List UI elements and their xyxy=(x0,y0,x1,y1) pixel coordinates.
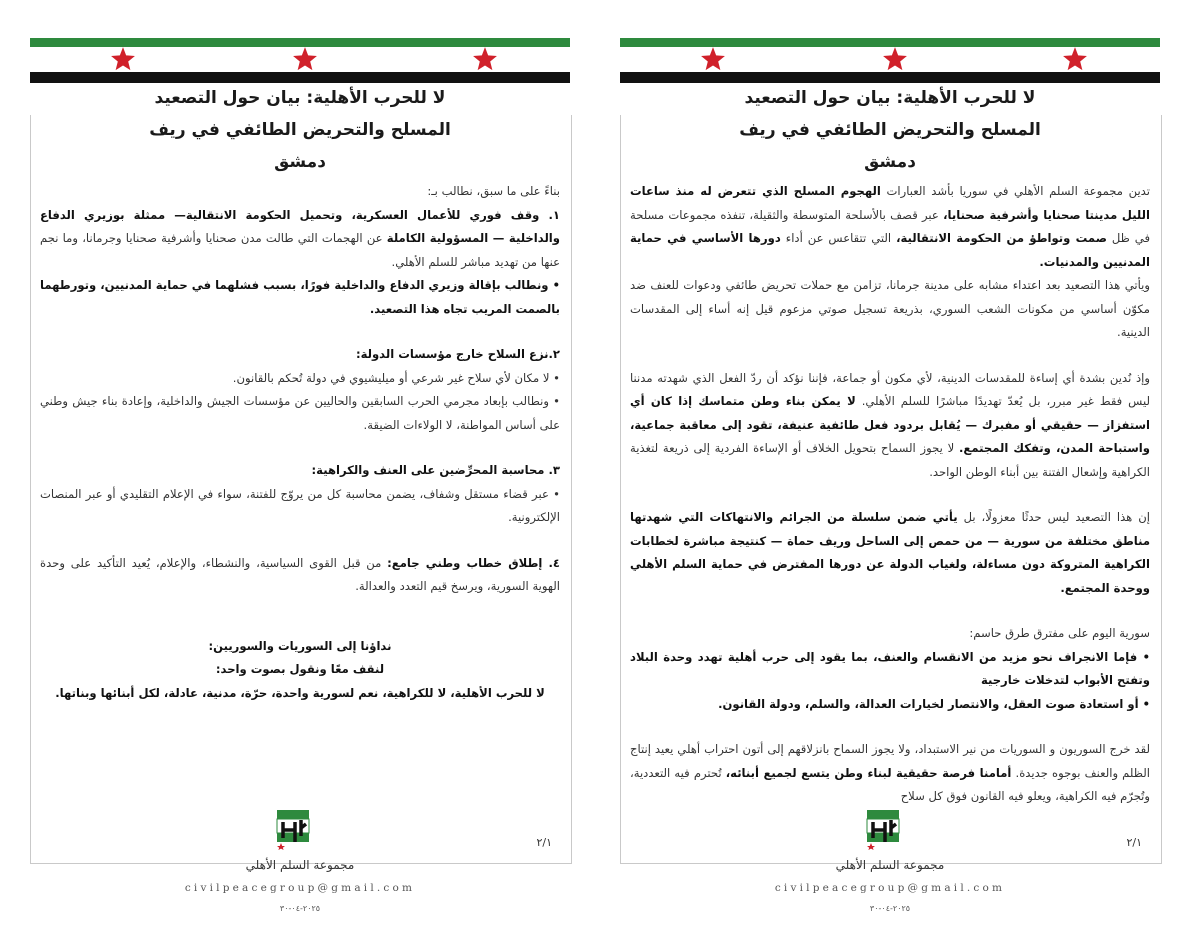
statement-body xyxy=(630,180,1150,809)
paragraph-5: سورية اليوم على مفترق طرق حاسم: xyxy=(969,626,1150,640)
paragraph-1: تدين مجموعة السلم الأهلي في سوريا بأشد العبارات الهجوم المسلح الذي تتعرض له منذ ساعات الليل مدينتا صحنايا وأشرفية صحنايا، عبر قصف بالأسلحة المتوسطة والثقيلة، تنفذه مجموعات مسلحة في ظل صمت وتواطؤ من الحكومة الانتقالية، التي تتقاعس عن أداء دورها الأساسي في حماية المدنيين والمدنيات. xyxy=(630,184,1151,269)
red-star-icon xyxy=(472,46,498,72)
call-line-3: لا للحرب الأهلية، لا للكراهية، نعم لسورية واحدة، حرّة، مدنية، عادلة، لكل أبنائها وبناتها. xyxy=(55,685,545,700)
red-star-icon xyxy=(700,46,726,72)
document-page-left xyxy=(20,0,580,948)
demand-2-heading: ٢.نزع السلاح خارج مؤسسات الدولة: xyxy=(355,347,560,361)
demand-4: ٤. إطلاق خطاب وطني جامع: من قبل القوى السياسية، والنشطاء، والإعلام، يُعيد التأكيد على وحدة الهوية السورية، ويرسخ قيم التعدد والعدالة. xyxy=(40,555,560,593)
paragraph-5-bullet-2: • أو استعادة صوت العقل، والانتصار لخيارات العدالة، والسلم، ودولة القانون. xyxy=(718,696,1150,711)
red-star-icon xyxy=(292,46,318,72)
red-star-icon xyxy=(1062,46,1088,72)
page-number: ٢/١ xyxy=(1126,836,1142,849)
call-line-1: نداؤنا إلى السوريات والسوريين: xyxy=(208,638,392,653)
page-number: ٢/١ xyxy=(536,836,552,849)
document-date: ٢٠٢٥-٠٤-٣٠ xyxy=(279,904,321,913)
paragraph-6: لقد خرج السوريون و السوريات من نير الاستبداد، ولا يجوز السماح بانزلاقهم إلى أتون احتراب أهلي يعيد إنتاج الظلم والعنف بوجوه جديدة. أمامنا فرصة حقيقية لبناء وطن يتسع لجميع أبنائه، تُحترم فيه التعددية، وتُجرّم فيه الكراهية، ويعلو فيه القانون فوق كل سلاح xyxy=(630,742,1151,803)
statement-body xyxy=(40,180,560,705)
paragraph-3: وإذ نُدين بشدة أي إساءة للمقدسات الدينية، لأي مكون أو جماعة، فإننا نؤكد أن ردّ الفعل الذي شهدته مدننا ليس فقط غير مبرر، بل يُعدّ تهديدًا مباشرًا للسلم الأهلي. لا يمكن بناء وطن متماسك إذا كان أي استفزاز — حقيقي أو مفبرك — يُقابل بردود فعل طائفية عنيفة، تقود إلى معاقبة جماعية، واستباحة المدن، وتفكك المجتمع. لا يجوز السماح بتحويل الخلاف أو الإساءة الفردية إلى ذريعة لتغذية الكراهية وإشعال الفتنة بين أبناء الوطن الواحد. xyxy=(630,370,1150,479)
demand-1: ١. وقف فوري للأعمال العسكرية، وتحميل الحكومة الانتقالية— ممثلة بوزيري الدفاع والداخلية — المسؤولية الكاملة عن الهجمات التي طالت مدن صحنايا وأشرفية صحنايا وجرمانا، وما نجم عنها من تهديد مباشر للسلم الأهلي. xyxy=(40,207,560,269)
syrian-flag-banner xyxy=(620,38,1160,83)
red-star-icon xyxy=(110,46,136,72)
demand-2-bullet-1: • لا مكان لأي سلاح غير شرعي أو ميليشيوي في دولة تُحكم بالقانون. xyxy=(232,370,560,385)
contact-email: civilpeacegroup@gmail.com xyxy=(184,882,416,894)
page-title-line2: المسلح والتحريض الطائفي في ريف xyxy=(149,120,451,140)
civil-peace-group-logo xyxy=(275,808,311,850)
document-page-right xyxy=(610,0,1170,948)
document-date: ٢٠٢٥-٠٤-٣٠ xyxy=(869,904,911,913)
demand-2-bullet-2: • ونطالب بإبعاد مجرمي الحرب السابقين والحاليين عن مؤسسات الجيش والداخلية، وإعادة بناء جيش وطني على أساس المواطنة، لا الولاءات الضيقة. xyxy=(40,394,560,432)
paragraph-2: ويأتي هذا التصعيد بعد اعتداء مشابه على مدينة جرمانا، تزامن مع حملات تحريض طائفي ودعوات للعنف ضد مكوّن أساسي من مكونات الشعب السوري، بذريعة تسجيل صوتي مزعوم قيل إنه أساء إلى المقدسات الدينية. xyxy=(630,278,1150,339)
org-name: مجموعة السلم الأهلي xyxy=(245,858,355,872)
demand-3-heading: ٣. محاسبة المحرِّضين على العنف والكراهية: xyxy=(311,463,560,477)
paragraph-4: إن هذا التصعيد ليس حدثًا معزولًا، بل يأتي ضمن سلسلة من الجرائم والانتهاكات التي شهدتها مناطق مختلفة من سورية — من حمص إلى الساحل وريف حماة — كنتيجة مباشرة لخطابات الكراهية المتروكة دون مساءلة، ولغياب الدولة عن دورها المفترض في حماية السلم الأهلي ووحدة المجتمع. xyxy=(630,510,1150,595)
page-title-line2: المسلح والتحريض الطائفي في ريف xyxy=(739,120,1041,140)
org-name: مجموعة السلم الأهلي xyxy=(835,858,945,872)
page-title-line1: لا للحرب الأهلية: بيان حول التصعيد xyxy=(744,88,1036,108)
civil-peace-group-logo xyxy=(865,808,901,850)
red-star-icon xyxy=(882,46,908,72)
page-title-line3: دمشق xyxy=(864,152,916,172)
intro-text: بناءً على ما سبق، نطالب بـ: xyxy=(427,184,560,198)
demand-1-bullet: • ونطالب بإقالة وزيري الدفاع والداخلية فورًا، بسبب فشلهما في حماية المدنيين، وتورطهما بالصمت المريب تجاه هذا التصعيد. xyxy=(40,278,560,316)
page-title-line1: لا للحرب الأهلية: بيان حول التصعيد xyxy=(154,88,446,108)
contact-email: civilpeacegroup@gmail.com xyxy=(774,882,1006,894)
page-title-line3: دمشق xyxy=(274,152,326,172)
call-line-2: لنقف معًا ونقول بصوت واحد: xyxy=(215,662,385,676)
paragraph-5-bullet-1: • فإما الانجراف نحو مزيد من الانقسام والعنف، بما يقود إلى حرب أهلية تهدد وحدة البلاد وتفتح الأبواب لتدخلات خارجية xyxy=(630,649,1150,687)
syrian-flag-banner xyxy=(30,38,570,83)
demand-3-bullet-1: • عبر قضاء مستقل وشفاف، يضمن محاسبة كل من يروّج للفتنة، سواء في الإعلام التقليدي أو عبر المنصات الإلكترونية. xyxy=(40,486,560,524)
